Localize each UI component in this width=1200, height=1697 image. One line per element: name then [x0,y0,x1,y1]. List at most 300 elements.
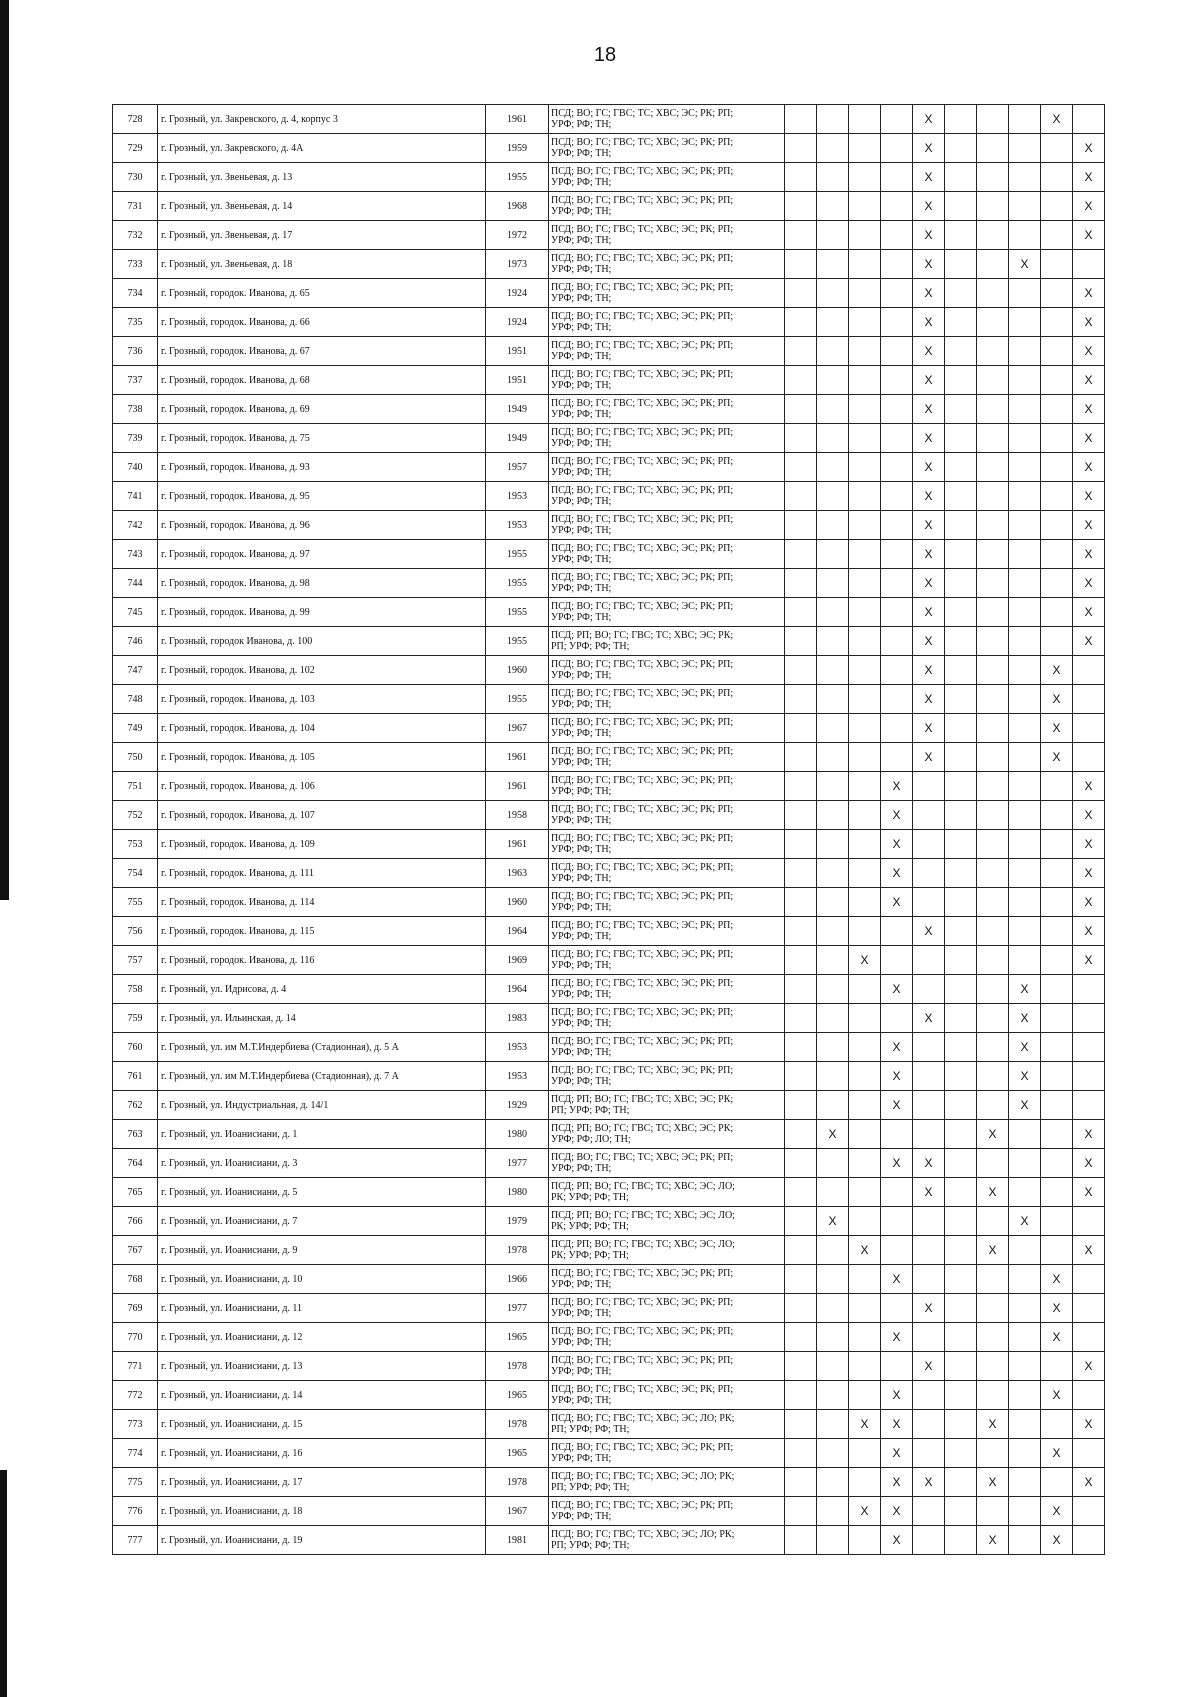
mark-cell-5 [913,830,945,859]
mark-cell-10 [1073,685,1105,714]
mark-cell-10: X [1073,1352,1105,1381]
mark-cell-2 [817,163,849,192]
mark-cell-7 [977,685,1009,714]
mark-cell-1 [785,1091,817,1120]
build-year-cell: 1955 [486,627,549,656]
works-list-cell: ПСД; ВО; ГС; ГВС; ТС; ХВС; ЭС; РК; РП; УРФ; РФ; ТН; [549,511,785,540]
mark-cell-9 [1041,221,1073,250]
mark-cell-10: X [1073,946,1105,975]
mark-cell-7 [977,714,1009,743]
address-cell: г. Грозный, ул. Иоанисиани, д. 9 [158,1236,486,1265]
mark-cell-10: X [1073,830,1105,859]
build-year-cell: 1953 [486,511,549,540]
mark-cell-8: X [1009,1004,1041,1033]
build-year-cell: 1979 [486,1207,549,1236]
mark-cell-3 [849,1178,881,1207]
mark-cell-10: X [1073,424,1105,453]
mark-cell-2 [817,569,849,598]
mark-cell-3: X [849,946,881,975]
mark-cell-3: X [849,1497,881,1526]
mark-cell-10: X [1073,540,1105,569]
scan-edge-top [0,0,9,900]
works-list-cell: ПСД; ВО; ГС; ГВС; ТС; ХВС; ЭС; РК; РП; УРФ; РФ; ТН; [549,743,785,772]
mark-cell-4 [881,279,913,308]
mark-cell-4 [881,337,913,366]
mark-cell-8: X [1009,1207,1041,1236]
row-number-cell: 748 [113,685,158,714]
mark-cell-7 [977,859,1009,888]
build-year-cell: 1965 [486,1323,549,1352]
mark-cell-6 [945,1352,977,1381]
mark-cell-2 [817,395,849,424]
mark-cell-8 [1009,337,1041,366]
row-number-cell: 760 [113,1033,158,1062]
mark-cell-3 [849,569,881,598]
build-year-cell: 1951 [486,366,549,395]
mark-cell-2: X [817,1120,849,1149]
row-number-cell: 740 [113,453,158,482]
mark-cell-5: X [913,337,945,366]
mark-cell-8 [1009,1294,1041,1323]
mark-cell-4 [881,1207,913,1236]
works-list-cell: ПСД; ВО; ГС; ГВС; ТС; ХВС; ЭС; РК; РП; УРФ; РФ; ТН; [549,453,785,482]
address-cell: г. Грозный, ул. Иоанисиани, д. 5 [158,1178,486,1207]
table-row [113,540,1105,569]
mark-cell-7 [977,917,1009,946]
mark-cell-10 [1073,1526,1105,1555]
mark-cell-9 [1041,1149,1073,1178]
mark-cell-5: X [913,366,945,395]
table-row [113,395,1105,424]
address-cell: г. Грозный, городок. Иванова, д. 69 [158,395,486,424]
mark-cell-4: X [881,859,913,888]
mark-cell-7 [977,627,1009,656]
mark-cell-5: X [913,1352,945,1381]
address-cell: г. Грозный, городок. Иванова, д. 93 [158,453,486,482]
mark-cell-2 [817,1265,849,1294]
table-row [113,946,1105,975]
build-year-cell: 1953 [486,482,549,511]
mark-cell-5: X [913,598,945,627]
table-row [113,772,1105,801]
mark-cell-6 [945,1381,977,1410]
row-number-cell: 730 [113,163,158,192]
works-list-cell: ПСД; ВО; ГС; ГВС; ТС; ХВС; ЭС; РК; РП; УРФ; РФ; ТН; [549,163,785,192]
row-number-cell: 770 [113,1323,158,1352]
table-row [113,1468,1105,1497]
mark-cell-3 [849,1526,881,1555]
mark-cell-1 [785,1265,817,1294]
mark-cell-9 [1041,192,1073,221]
mark-cell-10 [1073,1497,1105,1526]
mark-cell-8 [1009,743,1041,772]
mark-cell-5: X [913,221,945,250]
mark-cell-6 [945,801,977,830]
mark-cell-1 [785,598,817,627]
mark-cell-3 [849,1033,881,1062]
mark-cell-4: X [881,1091,913,1120]
build-year-cell: 1967 [486,714,549,743]
mark-cell-4 [881,482,913,511]
mark-cell-1 [785,685,817,714]
build-year-cell: 1978 [486,1236,549,1265]
mark-cell-3 [849,1294,881,1323]
row-number-cell: 757 [113,946,158,975]
table-row [113,1381,1105,1410]
build-year-cell: 1959 [486,134,549,163]
row-number-cell: 775 [113,1468,158,1497]
mark-cell-6 [945,743,977,772]
mark-cell-7: X [977,1178,1009,1207]
mark-cell-1 [785,453,817,482]
mark-cell-1 [785,1207,817,1236]
address-cell: г. Грозный, городок. Иванова, д. 107 [158,801,486,830]
mark-cell-10: X [1073,337,1105,366]
build-year-cell: 1961 [486,772,549,801]
address-cell: г. Грозный, городок. Иванова, д. 68 [158,366,486,395]
row-number-cell: 735 [113,308,158,337]
mark-cell-8 [1009,1352,1041,1381]
mark-cell-9 [1041,1410,1073,1439]
mark-cell-2 [817,1352,849,1381]
mark-cell-5: X [913,424,945,453]
mark-cell-5: X [913,627,945,656]
works-list-cell: ПСД; ВО; ГС; ГВС; ТС; ХВС; ЭС; РК; РП; УРФ; РФ; ТН; [549,598,785,627]
mark-cell-1 [785,917,817,946]
address-cell: г. Грозный, городок. Иванова, д. 97 [158,540,486,569]
mark-cell-6 [945,772,977,801]
works-list-cell: ПСД; ВО; ГС; ГВС; ТС; ХВС; ЭС; ЛО; РК; РП; УРФ; РФ; ТН; [549,1410,785,1439]
mark-cell-9: X [1041,1265,1073,1294]
table-row [113,1497,1105,1526]
mark-cell-7 [977,308,1009,337]
mark-cell-8 [1009,453,1041,482]
row-number-cell: 766 [113,1207,158,1236]
address-cell: г. Грозный, ул. Иоанисиани, д. 1 [158,1120,486,1149]
build-year-cell: 1955 [486,540,549,569]
mark-cell-4: X [881,1265,913,1294]
address-cell: г. Грозный, городок. Иванова, д. 106 [158,772,486,801]
mark-cell-5 [913,859,945,888]
works-list-cell: ПСД; ВО; ГС; ГВС; ТС; ХВС; ЭС; РК; РП; УРФ; РФ; ТН; [549,1265,785,1294]
table-row [113,250,1105,279]
build-year-cell: 1955 [486,685,549,714]
mark-cell-4: X [881,1149,913,1178]
mark-cell-5: X [913,540,945,569]
mark-cell-6 [945,511,977,540]
mark-cell-1 [785,221,817,250]
mark-cell-2 [817,946,849,975]
works-list-cell: ПСД; РП; ВО; ГС; ГВС; ТС; ХВС; ЭС; РК; РП; УРФ; РФ; ТН; [549,1091,785,1120]
mark-cell-4 [881,511,913,540]
mark-cell-9 [1041,946,1073,975]
mark-cell-1 [785,975,817,1004]
mark-cell-3 [849,192,881,221]
works-list-cell: ПСД; ВО; ГС; ГВС; ТС; ХВС; ЭС; РК; РП; УРФ; РФ; ТН; [549,279,785,308]
works-list-cell: ПСД; ВО; ГС; ГВС; ТС; ХВС; ЭС; РК; РП; УРФ; РФ; ТН; [549,830,785,859]
mark-cell-6 [945,685,977,714]
mark-cell-6 [945,482,977,511]
mark-cell-1 [785,192,817,221]
mark-cell-8 [1009,1497,1041,1526]
build-year-cell: 1980 [486,1120,549,1149]
mark-cell-9: X [1041,1381,1073,1410]
mark-cell-3 [849,482,881,511]
mark-cell-4: X [881,1062,913,1091]
build-year-cell: 1955 [486,598,549,627]
mark-cell-7 [977,105,1009,134]
mark-cell-5: X [913,163,945,192]
mark-cell-10 [1073,250,1105,279]
mark-cell-7 [977,975,1009,1004]
build-year-cell: 1964 [486,917,549,946]
works-list-cell: ПСД; ВО; ГС; ГВС; ТС; ХВС; ЭС; РК; РП; УРФ; РФ; ТН; [549,1062,785,1091]
address-cell: г. Грозный, городок. Иванова, д. 103 [158,685,486,714]
mark-cell-3 [849,859,881,888]
mark-cell-8 [1009,1323,1041,1352]
mark-cell-8 [1009,1265,1041,1294]
mark-cell-1 [785,1033,817,1062]
mark-cell-9: X [1041,685,1073,714]
mark-cell-8: X [1009,1033,1041,1062]
address-cell: г. Грозный, городок. Иванова, д. 66 [158,308,486,337]
mark-cell-6 [945,134,977,163]
mark-cell-6 [945,279,977,308]
mark-cell-2 [817,192,849,221]
build-year-cell: 1978 [486,1468,549,1497]
mark-cell-7 [977,598,1009,627]
works-list-cell: ПСД; ВО; ГС; ГВС; ТС; ХВС; ЭС; РК; РП; УРФ; РФ; ТН; [549,1294,785,1323]
works-list-cell: ПСД; ВО; ГС; ГВС; ТС; ХВС; ЭС; РК; РП; УРФ; РФ; ТН; [549,1381,785,1410]
mark-cell-9: X [1041,1497,1073,1526]
table-row [113,1178,1105,1207]
works-list-cell: ПСД; ВО; ГС; ГВС; ТС; ХВС; ЭС; РК; РП; УРФ; РФ; ТН; [549,366,785,395]
mark-cell-7 [977,395,1009,424]
mark-cell-6 [945,1439,977,1468]
works-list-cell: ПСД; РП; ВО; ГС; ГВС; ТС; ХВС; ЭС; РК; УРФ; РФ; ЛО; ТН; [549,1120,785,1149]
mark-cell-2 [817,424,849,453]
mark-cell-3 [849,453,881,482]
mark-cell-10: X [1073,482,1105,511]
mark-cell-8 [1009,482,1041,511]
mark-cell-5: X [913,395,945,424]
row-number-cell: 773 [113,1410,158,1439]
mark-cell-4 [881,453,913,482]
mark-cell-1 [785,656,817,685]
page-number: 18 [593,44,617,66]
mark-cell-6 [945,1497,977,1526]
row-number-cell: 733 [113,250,158,279]
row-number-cell: 777 [113,1526,158,1555]
mark-cell-8 [1009,569,1041,598]
address-cell: г. Грозный, ул. Звеньевая, д. 18 [158,250,486,279]
mark-cell-1 [785,888,817,917]
mark-cell-1 [785,134,817,163]
mark-cell-10 [1073,1033,1105,1062]
mark-cell-5 [913,1236,945,1265]
mark-cell-4: X [881,1439,913,1468]
mark-cell-6 [945,395,977,424]
mark-cell-2 [817,1004,849,1033]
mark-cell-6 [945,250,977,279]
mark-cell-9 [1041,1004,1073,1033]
mark-cell-4: X [881,975,913,1004]
mark-cell-1 [785,859,817,888]
mark-cell-9 [1041,1062,1073,1091]
mark-cell-10: X [1073,453,1105,482]
mark-cell-6 [945,1033,977,1062]
mark-cell-4 [881,424,913,453]
works-list-cell: ПСД; ВО; ГС; ГВС; ТС; ХВС; ЭС; РК; РП; УРФ; РФ; ТН; [549,656,785,685]
mark-cell-6 [945,1236,977,1265]
mark-cell-2 [817,888,849,917]
mark-cell-4: X [881,1381,913,1410]
mark-cell-1 [785,1352,817,1381]
row-number-cell: 761 [113,1062,158,1091]
mark-cell-6 [945,337,977,366]
works-list-cell: ПСД; ВО; ГС; ГВС; ТС; ХВС; ЭС; РК; РП; УРФ; РФ; ТН; [549,1033,785,1062]
mark-cell-5: X [913,714,945,743]
table-row [113,453,1105,482]
mark-cell-1 [785,366,817,395]
mark-cell-2 [817,1294,849,1323]
mark-cell-10: X [1073,221,1105,250]
mark-cell-10: X [1073,1468,1105,1497]
row-number-cell: 772 [113,1381,158,1410]
mark-cell-3 [849,308,881,337]
mark-cell-10: X [1073,1120,1105,1149]
mark-cell-5: X [913,917,945,946]
mark-cell-7 [977,453,1009,482]
mark-cell-2 [817,482,849,511]
mark-cell-2 [817,714,849,743]
mark-cell-7 [977,1381,1009,1410]
row-number-cell: 743 [113,540,158,569]
mark-cell-10: X [1073,308,1105,337]
mark-cell-6 [945,627,977,656]
mark-cell-7 [977,1439,1009,1468]
row-number-cell: 759 [113,1004,158,1033]
build-year-cell: 1951 [486,337,549,366]
mark-cell-10 [1073,1091,1105,1120]
mark-cell-7: X [977,1410,1009,1439]
row-number-cell: 734 [113,279,158,308]
mark-cell-10 [1073,1207,1105,1236]
scan-edge-bottom [0,1470,7,1697]
mark-cell-4 [881,569,913,598]
mark-cell-2 [817,598,849,627]
mark-cell-5 [913,1323,945,1352]
mark-cell-3 [849,424,881,453]
build-year-cell: 1980 [486,1178,549,1207]
mark-cell-6 [945,830,977,859]
row-number-cell: 764 [113,1149,158,1178]
mark-cell-3: X [849,1236,881,1265]
mark-cell-1 [785,1236,817,1265]
mark-cell-4: X [881,1033,913,1062]
mark-cell-10: X [1073,366,1105,395]
mark-cell-6 [945,888,977,917]
mark-cell-2 [817,743,849,772]
works-list-cell: ПСД; ВО; ГС; ГВС; ТС; ХВС; ЭС; РК; РП; УРФ; РФ; ТН; [549,859,785,888]
address-cell: г. Грозный, городок. Иванова, д. 75 [158,424,486,453]
mark-cell-1 [785,105,817,134]
mark-cell-10: X [1073,1236,1105,1265]
mark-cell-2 [817,859,849,888]
mark-cell-8 [1009,830,1041,859]
mark-cell-6 [945,1004,977,1033]
mark-cell-9 [1041,424,1073,453]
row-number-cell: 731 [113,192,158,221]
mark-cell-9 [1041,308,1073,337]
mark-cell-3 [849,627,881,656]
mark-cell-6 [945,1265,977,1294]
row-number-cell: 738 [113,395,158,424]
mark-cell-2 [817,975,849,1004]
mark-cell-9 [1041,859,1073,888]
row-number-cell: 750 [113,743,158,772]
mark-cell-1 [785,1526,817,1555]
mark-cell-5: X [913,743,945,772]
table-row [113,598,1105,627]
mark-cell-2 [817,511,849,540]
mark-cell-3 [849,1323,881,1352]
works-list-cell: ПСД; ВО; ГС; ГВС; ТС; ХВС; ЭС; РК; РП; УРФ; РФ; ТН; [549,1323,785,1352]
row-number-cell: 758 [113,975,158,1004]
mark-cell-3 [849,714,881,743]
mark-cell-9 [1041,337,1073,366]
mark-cell-6 [945,975,977,1004]
mark-cell-7: X [977,1120,1009,1149]
works-list-cell: ПСД; РП; ВО; ГС; ГВС; ТС; ХВС; ЭС; ЛО; РК; УРФ; РФ; ТН; [549,1236,785,1265]
row-number-cell: 746 [113,627,158,656]
works-list-cell: ПСД; ВО; ГС; ГВС; ТС; ХВС; ЭС; РК; РП; УРФ; РФ; ТН; [549,134,785,163]
mark-cell-8 [1009,540,1041,569]
mark-cell-5: X [913,656,945,685]
mark-cell-6 [945,946,977,975]
mark-cell-4 [881,250,913,279]
build-year-cell: 1961 [486,743,549,772]
mark-cell-8 [1009,888,1041,917]
mark-cell-5 [913,1526,945,1555]
mark-cell-1 [785,1062,817,1091]
mark-cell-6 [945,1149,977,1178]
mark-cell-9 [1041,569,1073,598]
mark-cell-10: X [1073,598,1105,627]
mark-cell-2 [817,1497,849,1526]
mark-cell-10: X [1073,917,1105,946]
mark-cell-3 [849,337,881,366]
works-list-cell: ПСД; ВО; ГС; ГВС; ТС; ХВС; ЭС; РК; РП; УРФ; РФ; ТН; [549,1352,785,1381]
address-cell: г. Грозный, ул. Иоанисиани, д. 16 [158,1439,486,1468]
row-number-cell: 756 [113,917,158,946]
mark-cell-2 [817,453,849,482]
mark-cell-6 [945,1410,977,1439]
mark-cell-7 [977,743,1009,772]
mark-cell-1 [785,830,817,859]
mark-cell-3 [849,1091,881,1120]
mark-cell-6 [945,1207,977,1236]
mark-cell-5: X [913,308,945,337]
mark-cell-9: X [1041,105,1073,134]
row-number-cell: 745 [113,598,158,627]
mark-cell-4 [881,917,913,946]
mark-cell-2 [817,1526,849,1555]
mark-cell-4 [881,1120,913,1149]
address-cell: г. Грозный, городок. Иванова, д. 105 [158,743,486,772]
works-list-cell: ПСД; РП; ВО; ГС; ГВС; ТС; ХВС; ЭС; ЛО; РК; УРФ; РФ; ТН; [549,1207,785,1236]
mark-cell-2 [817,1236,849,1265]
